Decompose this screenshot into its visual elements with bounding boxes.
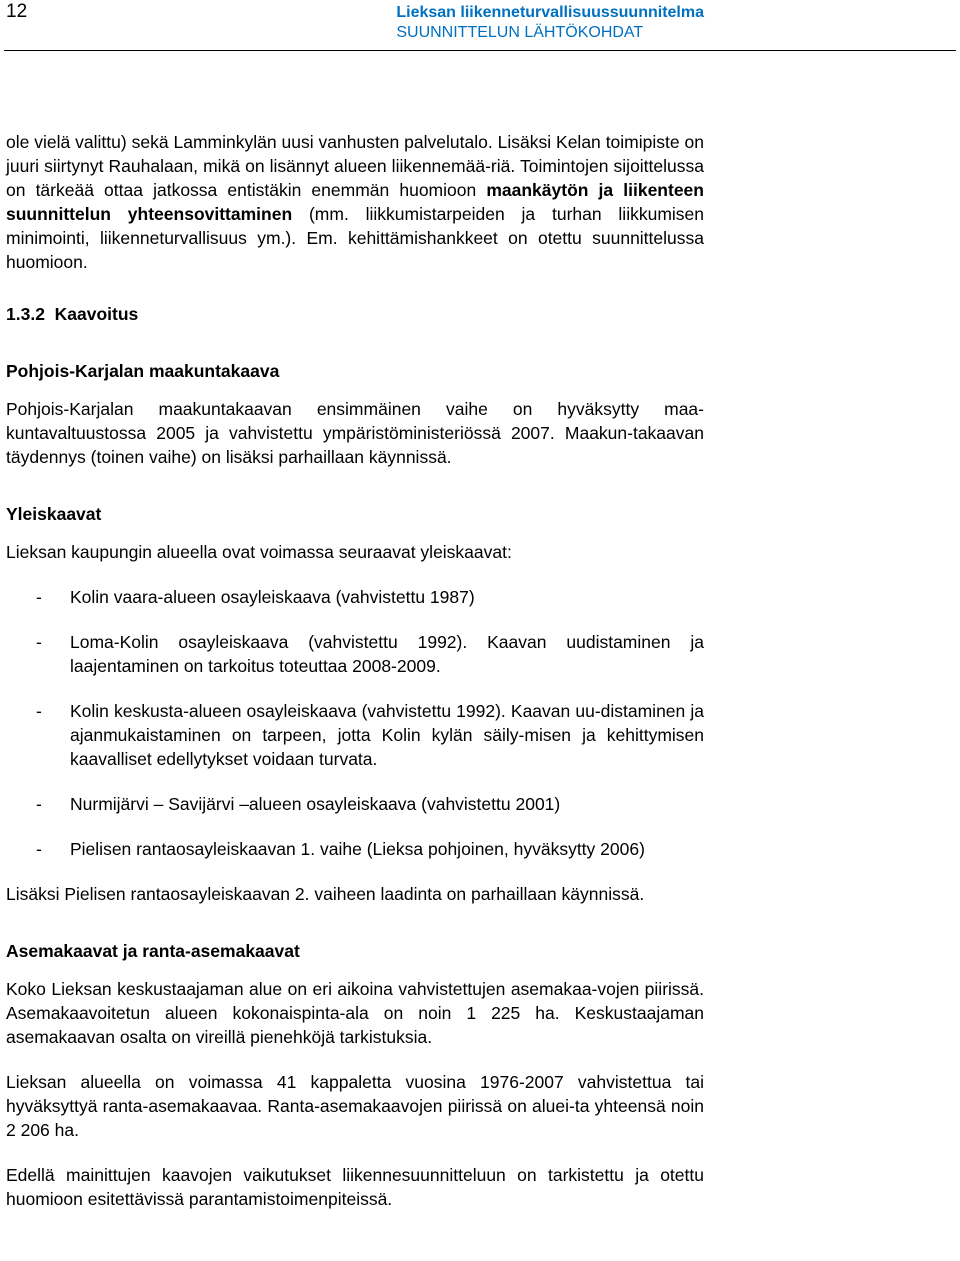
heading-asemakaavat: Asemakaavat ja ranta-asemakaavat [6, 941, 300, 961]
heading-maakuntakaava: Pohjois-Karjalan maakuntakaava [6, 361, 280, 381]
intro-paragraph [6, 130, 704, 274]
list-dash: - [36, 839, 42, 859]
list-dash: - [36, 632, 42, 652]
yleiskaavat-intro: Lieksan kaupungin alueella ovat voimassa seuraavat yleiskaavat: [6, 542, 512, 562]
list-item-text: Kolin vaara-alueen osayleiskaava (vahvistettu 1987) [70, 587, 475, 607]
header-titles [396, 3, 704, 43]
heading-yleiskaavat: Yleiskaavat [6, 504, 102, 524]
document-title: Lieksan liikenneturvallisuussuunnitelma [396, 4, 704, 21]
yleiskaavat-outro: Lisäksi Pielisen rantaosayleiskaavan 2. vaiheen laadinta on parhaillaan käynnissä. [6, 884, 645, 904]
list-item [6, 630, 704, 678]
chapter-title: SUUNNITTELUN LÄHTÖKOHDAT [396, 24, 644, 41]
list-item-text: Loma-Kolin osayleiskaava (vahvistettu 1992). Kaavan uudistaminen ja laajentaminen on tarkoitus toteuttaa 2008-2009. [70, 632, 704, 676]
list-item [6, 837, 704, 861]
section-heading-kaavoitus: 1.3.2 Kaavoitus [6, 304, 139, 324]
list-dash: - [36, 701, 42, 721]
intro-text-2: (mm. liikkumistarpeiden ja turhan liikkumisen minimointi, liikenneturvallisuus ym.). Em. kehittämishankkeet on otettu suunnittelussa huomioon. [6, 204, 704, 272]
list-dash: - [36, 587, 42, 607]
list-item-text: Nurmijärvi – Savijärvi –alueen osayleiskaava (vahvistettu 2001) [70, 794, 561, 814]
header-divider [4, 50, 956, 51]
asemakaavat-paragraph-3: Edellä mainittujen kaavojen vaikutukset liikennesuunnitteluun on tarkistettu ja otettu huomioon esitettävissä parantamistoimenpiteissä. [6, 1165, 704, 1209]
list-item-text: Kolin keskusta-alueen osayleiskaava (vahvistettu 1992). Kaavan uu-distaminen ja ajanmukaistaminen on tarpeen, jotta Kolin kylän säily-misen ja kehittymisen kaavalliset edellytykset voidaan turvata. [70, 701, 704, 769]
page-header [0, 0, 960, 52]
list-dash: - [36, 794, 42, 814]
asemakaavat-paragraph-1: Koko Lieksan keskustaajaman alue on eri aikoina vahvistettujen asemakaa-vojen piirissä. Asemakaavoitetun alueen kokonaispinta-ala on noin 1 225 ha. Keskustaajaman asemakaavan osalta on vireillä pienehköjä tarkistuksia. [6, 979, 704, 1047]
maakuntakaava-paragraph: Pohjois-Karjalan maakuntakaavan ensimmäinen vaihe on hyväksytty maa-kuntavaltuustossa 2005 ja vahvistettu ympäristöministeriössä 2007. Maakun-takaavan täydennys (toinen vaihe) on lisäksi parhaillaan käynnissä. [6, 399, 704, 467]
intro-text-1: ole vielä valittu) sekä Lamminkylän uusi vanhusten palvelutalo. Lisäksi Kelan toimipiste on juuri siirtynyt Rauhalaan, mikä on lisännyt alueen liikennemää-riä. Toimintojen sijoittelussa on tärkeää ottaa jatkossa entistäkin enemmän huomioon [6, 132, 704, 200]
intro-bold-text: maankäytön ja liikenteen suunnittelun yhteensovittaminen [6, 180, 704, 224]
list-item [6, 699, 704, 771]
page-number: 12 [6, 1, 28, 22]
list-item [6, 792, 704, 816]
list-item-text: Pielisen rantaosayleiskaavan 1. vaihe (Lieksa pohjoinen, hyväksytty 2006) [70, 839, 645, 859]
asemakaavat-paragraph-2: Lieksan alueella on voimassa 41 kappaletta vuosina 1976-2007 vahvistettua tai hyväksyttyä ranta-asemakaavaa. Ranta-asemakaavojen piirissä on aluei-ta yhteensä noin 2 206 ha. [6, 1072, 704, 1140]
list-item [6, 585, 704, 609]
page-body [6, 130, 704, 1211]
